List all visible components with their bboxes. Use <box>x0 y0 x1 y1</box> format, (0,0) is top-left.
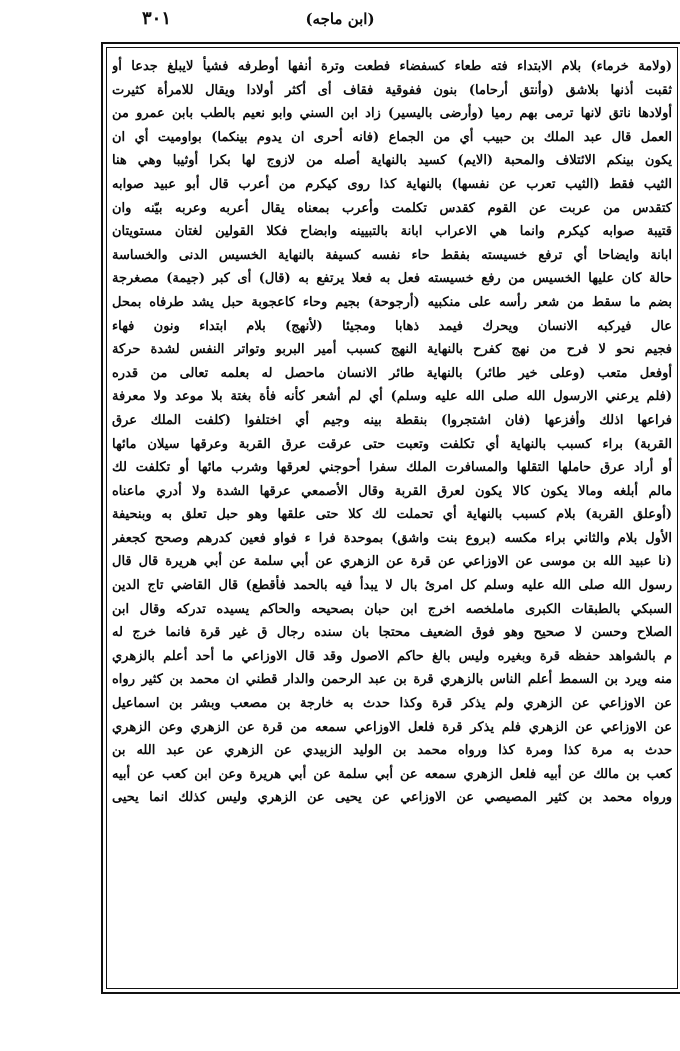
page-number: ٣٠١ <box>142 8 172 29</box>
text-line: (فلم يرعني الارسول الله صلى الله عليه وسلم) أي لم أشعر كأنه فأة بغتة بلا موعد ولا معرفة <box>112 389 672 405</box>
text-line: حالة كان عليها الخسيس من رفع خسيسته فعل به فعلا يرتفع به (قال) أى كبر (جيمة) مصغرجة <box>112 271 672 287</box>
text-line: (نا عبيد الله بن موسى عن الاوزاعي عن قرة عن الزهري عن أبي سلمة عن أبي هريرة قال قال <box>112 554 672 570</box>
text-line: ثقبت أذنها بلاشق (وأنتق أرحاما) بنون ففوقية فقاف أى أكثر أولادا ويقال للامرأة كثيرت <box>112 82 672 98</box>
text-line: القربة) براء كسبب بالنهاية أي تكلفت وتعبت حتى عرقت عرق القربة وعرقها سيلان مائها <box>112 436 672 452</box>
text-line: كعب بن مالك عن أبيه فلعل الزهري سمعه عن أبي سلمة عن أبي هريرة وعن ابن كعب عن أبيه <box>112 766 672 782</box>
text-line: ورواه محمد بن كثير المصيصي عن الاوزاعي عن يحيى عن الزهري وليس كذلك انما يحيى <box>112 790 672 806</box>
text-line: عال فيركبه الانسان ويحرك فيمد ذهابا ومجيئا (لأنهج) بلام ابتداء ونون فهاء <box>112 318 672 334</box>
text-line: منه ويرد بن السمط أعلم الناس بالزهري قرة بن عبد الرحمن والدار قطني ان محمد بن كثير رواه <box>112 672 672 688</box>
text-line: الأول بلام والثاني براء مكسه (بروع بنت واشق) بموحدة فرا ء فواو فعين كدرهم وصحح كجعفر <box>112 530 672 546</box>
text-line: قتيبة صوابه كيكرم وانما هي الاعراب ابانة بالتبيينه وابضاح فكلا القولين لغتان مستويتان <box>112 224 672 240</box>
text-line: مالم أبلغه ومالا يكون كالا يكون لعرق القربة وقال الأصمعي عرقها الشدة ولا أدري ماعناه <box>112 483 672 499</box>
commentary-text-block <box>112 55 672 983</box>
text-line: أولادها ناتق لانها ترمى بهم رميا (وأرضى باليسير) زاد ابن السني وابو نعيم بالطب بابن عمرو من <box>112 106 672 122</box>
text-line: الثيب فقط (الثيب تعرب عن نفسها) بالنهاية كذا روى كيكرم من أعرب قال أبو عبيد صوابه <box>112 176 672 192</box>
text-line: (ولامة خرماء) بلام الابتداء فته طعاء كسفضاء فطعت وترة أنفها أوطرفه فشيأ لايبلغ جدعا أو <box>112 59 672 74</box>
text-line: عن الاوزاعي عن الزهري فلم يذكر قرة فلعل الاوزاعي سمعه من قرة عن الزهري وعن الزهري <box>112 719 672 735</box>
text-line: عن الاوزاعي عن الزهري ولم يذكر قرة وكذا حدث به خارجة بن مصعب وبشر بن اسماعيل <box>112 696 672 712</box>
text-line: الصلاح وحسن لا صحيح وهو فوق الضعيف محتجا بان سنده رجال ق غير قرة فانما خرج له <box>112 625 672 641</box>
text-line: العمل قال عبد الملك بن حبيب أي من الجماع (فانه أحرى ان يدوم بينكما) بواوميت أي ان <box>112 129 672 145</box>
text-line: (أوعلق القربة) بلام كسبب بالنهاية أي تحملت لك كلا حتى علقها وهو حبل تعلق به وبنحيفة <box>112 507 672 523</box>
text-line: رسول الله صلى الله عليه وسلم كل امرئ بال لا يبدأ فيه بالحمد فأقطع) قال القاضي تاج الدين <box>112 578 672 594</box>
text-line: السبكي بالطبقات الكبرى ماملخصه اخرج ابن حبان بصحيحه والحاكم يسيده تدركه وقال ابن <box>112 601 672 617</box>
running-title: (ابن ماجه) <box>305 10 375 28</box>
text-line: بضم ما سقط من شعر رأسه على منكبيه (أرجوحة) بجيم وحاء كاعجوبة حبل يشد طرفاه بمحل <box>112 294 672 310</box>
text-line: أو أراد عرق حاملها التقلها والمسافرت الملك سفرا أحوجني لعرقها وشرب مائها أو تكلفت لك <box>112 460 672 476</box>
text-line: فراعها اذلك وأفزعها (فان اشتجروا) بنقطة بينه وجيم أي اختلفوا (كلفت الملك عرق <box>112 412 672 428</box>
text-line: حدث به مرة كذا ومرة كذا ورواه محمد بن الوليد الزبيدي عن الزهري عن عبد الله بن <box>112 743 672 759</box>
text-line: أوفعل متعب (وعلى خير طائر) بالنهاية طائر الانسان ماحصل له بعلمه تعالى من قدره <box>112 365 672 381</box>
text-line: فجيم نحو لا فرح من نهج كفرح بالنهاية النهج كسبب أمير البربو وتواتر النفس لشدة حركة <box>112 342 672 358</box>
text-line: كتقدس من عربت عن القوم كقدس تكلمت وأعرب بمعناه يقال أعربه وعربه بيّنه وان <box>112 200 672 216</box>
text-line: ابانة وايضاحا أي ترفع خسيسته بفقط حاء نفسه كسيفة بالنهاية الخسيس الدنى والخساسة <box>112 247 672 263</box>
text-line: م بالشواهد حفظه قرة وبغيره وليس بالغ حاكم الاصول وقد قال الاوزاعي ما أحد أعلم بالزهري <box>112 648 672 664</box>
text-line: يكون بينكم الائتلاف والمحبة (الايم) كسيد بالنهاية أصله من لازوج لها بكرا أوثيبا وهي هنا <box>112 153 672 169</box>
